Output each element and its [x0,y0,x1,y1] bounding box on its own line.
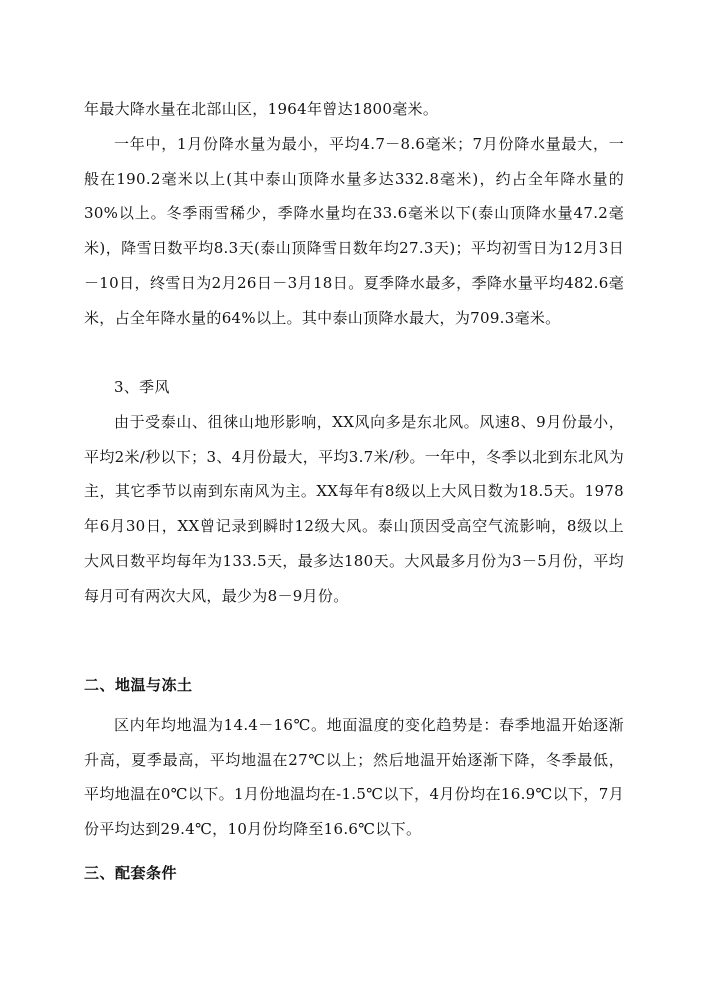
paragraph-monthly-precipitation: 一年中，1月份降水量为最小，平均4.7－8.6毫米；7月份降水量最大，一般在190.2毫米以上(其中泰山顶降水量多达332.8毫米)，约占全年降水量的30%以上。冬季雨雪稀少，季降水量均在33.6毫米以下(泰山顶降水量47.2毫米)，降雪日数平均8.3天(泰山顶降雪日数年均27.3天)；平均初雪日为12月3日－10日，终雪日为2月26日－3月18日。夏季降水最多，季降水量平均482.6毫米，占全年降水量的64%以上。其中泰山顶降水最大，为709.3毫米。 [84,135,624,327]
paragraph-annual-max-precipitation: 年最大降水量在北部山区，1964年曾达1800毫米。 [84,100,439,118]
subheading-monsoon: 3、季风 [114,378,170,396]
paragraph-wind: 由于受泰山、徂徕山地形影响，XX风向多是东北风。风速8、9月份最小，平均2米/秒以下；3、4月份最大，平均3.7米/秒。一年中，冬季以北到东北风为主，其它季节以南到东南风为主。XX每年有8级以上大风日数为18.5天。1978年6月30日，XX曾记录到瞬时12级大风。泰山顶因受高空气流影响，8级以上大风日数平均每年为133.5天，最多达180天。大风最多月份为3－5月份，平均每月可有两次大风，最少为8－9月份。 [84,413,624,605]
paragraph-ground-temperature: 区内年均地温为14.4－16℃。地面温度的变化趋势是：春季地温开始逐渐升高，夏季最高，平均地温在27℃以上；然后地温开始逐渐下降，冬季最低，平均地温在0℃以下。1月份地温均在-1.5℃以下，4月份均在16.9℃以下，7月份平均达到29.4℃，10月份均降至16.6℃以下。 [84,716,624,839]
section-heading-ground-temperature: 二、地温与冻土 [84,676,193,694]
section-heading-supporting-conditions: 三、配套条件 [84,864,178,882]
